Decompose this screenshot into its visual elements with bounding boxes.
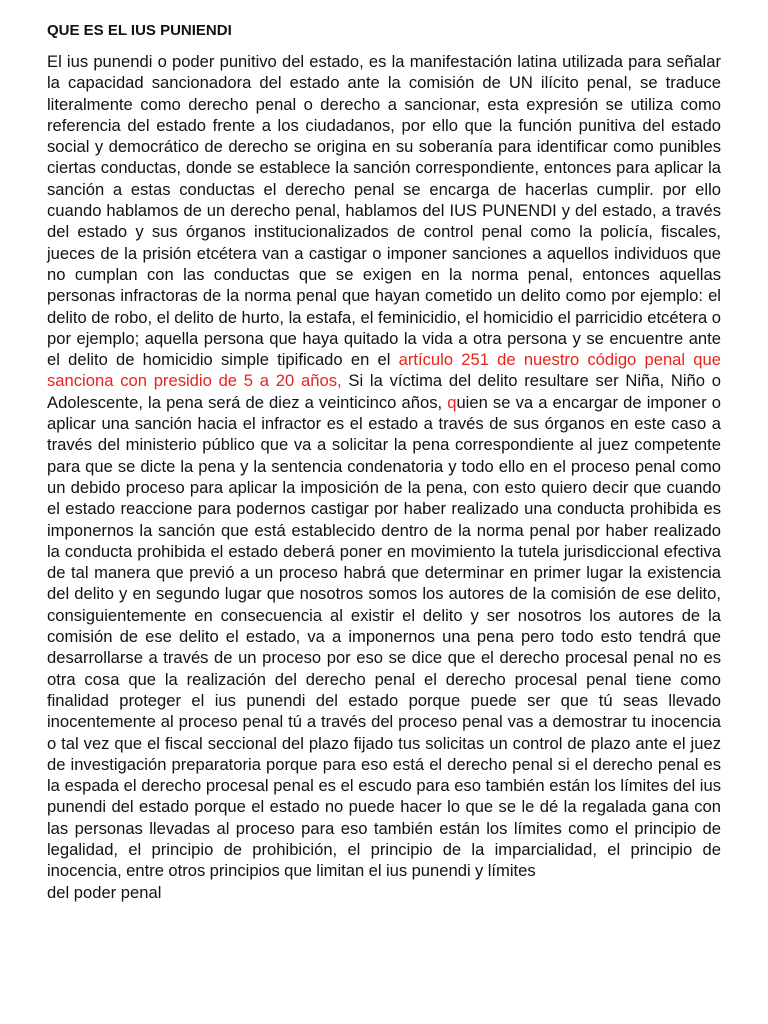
- document-body: [47, 51, 721, 882]
- body-text-part-1: El ius punendi o poder punitivo del estado, es la manifestación latina utilizada para señalar la capacidad sancionadora del estado ante la comisión de UN ilícito penal, se traduce literalmente como derecho penal o derecho a sancionar, esta expresión se utiliza como referencia del estado frente a los ciudadanos, por ello que la función punitiva del estado social y democrático de derecho se origina en su soberanía para identificar como punibles ciertas conductas, donde se establece la sanción correspondiente, entonces para aplicar la sanción a estas conductas el derecho penal se encarga de hacerlas cumplir. por ello cuando hablamos de un derecho penal, hablamos del IUS PUNENDI y del estado, a través del estado y sus órganos institucionalizados de control penal como la policía, fiscales, jueces de la prisión etcétera van a castigar o imponer sanciones a aquellos individuos que no cumplan con las conductas que se exigen en la norma penal, entonces aquellas personas infractoras de la norma penal que hayan cometido un delito como por ejemplo: el delito de robo, el delito de hurto, la estafa, el feminicidio, el homicidio el parricidio etcétera o por ejemplo; aquella persona que haya quitado la vida a otra persona y se encuentre ante el delito de homicidio simple tipificado en el: [47, 52, 721, 370]
- highlighted-article-reference: artículo 251 de nuestro código penal que sanciona con presidio de 5 a 20 años,: [47, 350, 721, 391]
- body-text-part-2: Si la víctima del delito resultare ser Niña, Niño o Adolescente, la pena será de diez a veinticinco años,: [47, 371, 721, 412]
- document-page: [47, 22, 721, 903]
- body-text-part-3: uien se va a encargar de imponer o aplicar una sanción hacia el infractor es el estado a través de sus órganos en este caso a través del ministerio público que va a solicitar la pena correspondiente al juez competente para que se dicte la pena y la sentencia condenatoria y todo ello en el proceso penal como un debido proceso para aplicar la imposición de la pena, con esto quiero decir que cuando el estado reaccione para podernos castigar por haber realizado una conducta prohibida es imponernos la sanción que está establecido dentro de la norma penal por haber realizado la conducta prohibida el estado deberá poner en movimiento la tutela jurisdiccional efectiva de tal manera que previó a un proceso habrá que determinar en primer lugar la existencia del delito y en segundo lugar que nosotros somos los autores de la comisión de ese delito, consiguientemente en consecuencia al existir el delito y ser nosotros los autores de la comisión de ese delito el estado, va a imponernos una pena pero todo esto tendrá que desarrollarse a través de un proceso por eso se dice que el derecho procesal penal no es otra cosa que la realización del derecho penal el derecho procesal penal tiene como finalidad proteger el ius punendi del estado porque puede ser que tú seas llevado inocentemente al proceso penal tú a través del proceso penal vas a demostrar tu inocencia o tal vez que el fiscal seccional del plazo fijado tus solicitas un control de plazo ante el juez de investigación preparatoria porque para eso está el derecho penal si el derecho penal es la espada el derecho procesal penal es el escudo para eso también están los límites del ius punendi del estado porque el estado no puede hacer lo que se le dé la regalada gana con las personas llevadas al proceso para eso también están los límites como el principio de legalidad, el principio de prohibición, el principio de la imparcialidad, el principio de inocencia, entre otros principios que limitan el ius punendi y límites: [47, 392, 721, 881]
- document-title: QUE ES EL IUS PUNIENDI: [47, 22, 232, 39]
- document-last-line: del poder penal: [47, 882, 162, 902]
- highlighted-letter: q: [447, 392, 457, 412]
